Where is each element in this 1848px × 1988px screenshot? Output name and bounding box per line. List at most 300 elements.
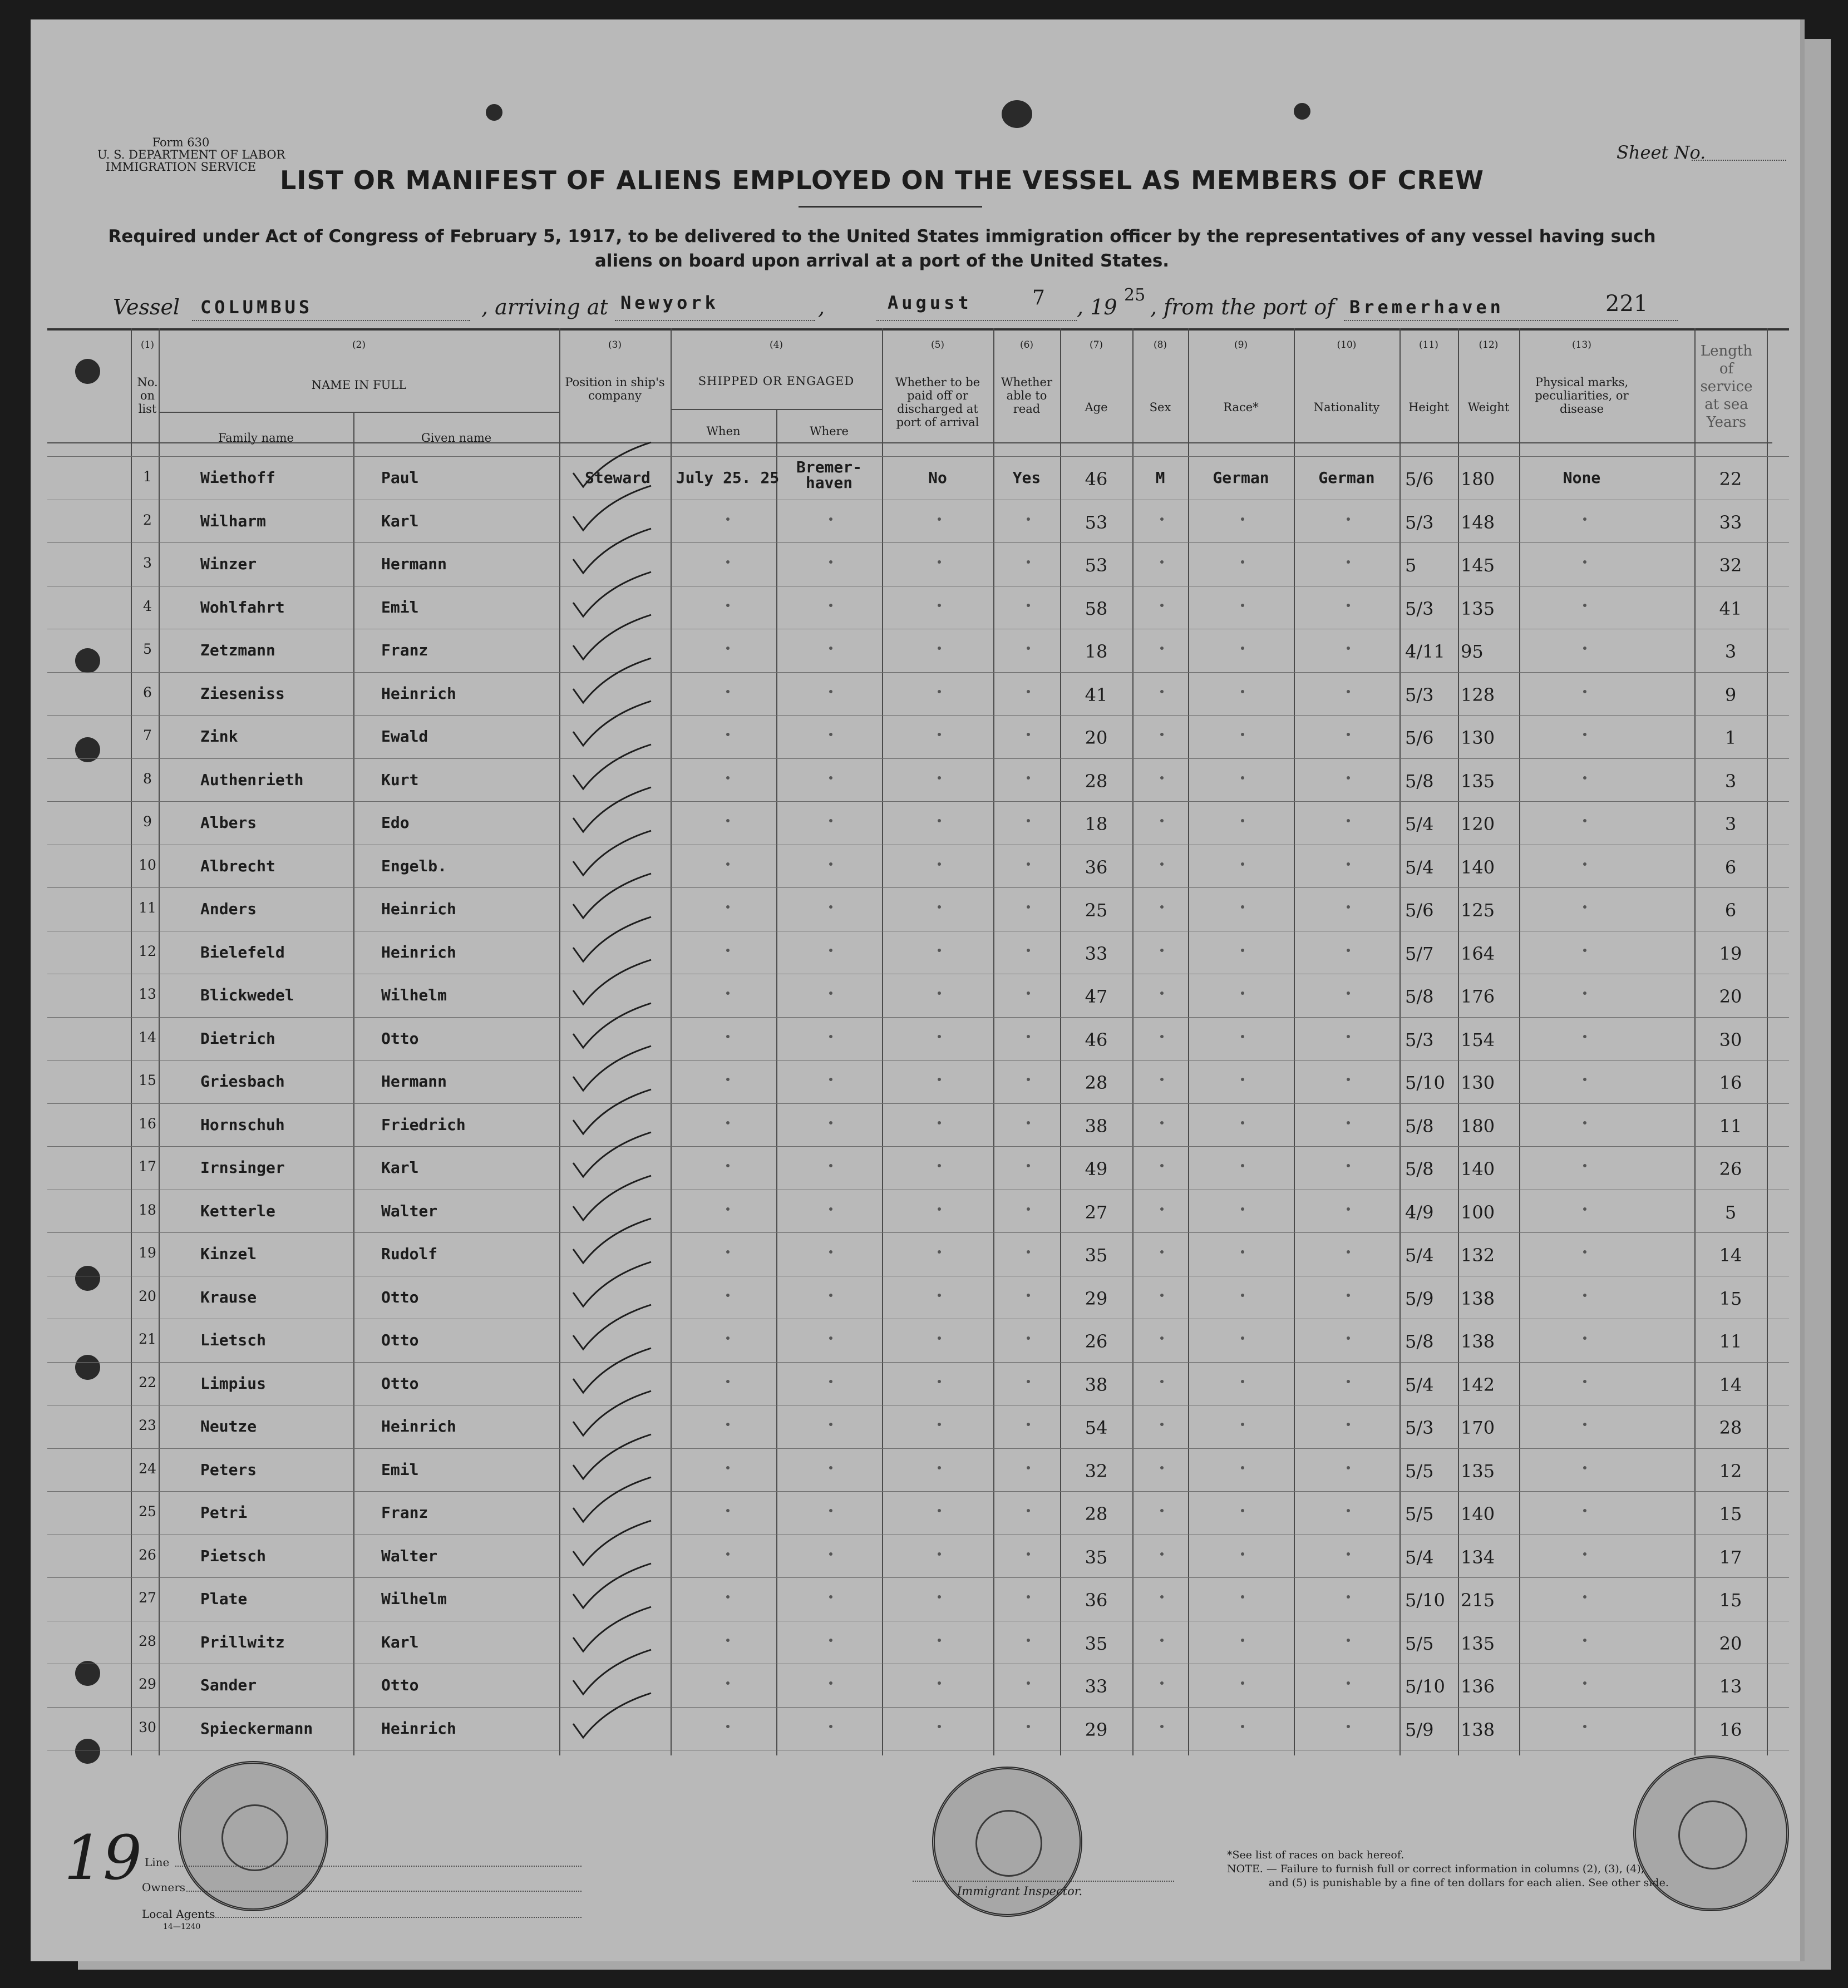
consulate-stamp xyxy=(178,1761,328,1911)
family-name: Zink xyxy=(200,727,238,746)
paid-off: No xyxy=(928,468,947,487)
ditto-mark xyxy=(1347,1035,1350,1038)
ditto-mark xyxy=(938,776,941,780)
ditto-mark xyxy=(938,1466,941,1469)
ditto-mark xyxy=(1583,1250,1586,1254)
given-name: Otto xyxy=(381,1288,419,1306)
col-header-position: Position in ship's company xyxy=(565,376,665,402)
row-number: 25 xyxy=(139,1503,156,1520)
ditto-mark xyxy=(1160,1509,1164,1512)
able-to-read: Yes xyxy=(1012,468,1041,487)
height: 5/3 xyxy=(1405,512,1434,533)
ditto-mark xyxy=(1241,733,1244,736)
height: 5/4 xyxy=(1405,813,1434,835)
ditto-mark xyxy=(1347,1552,1350,1556)
row-number: 2 xyxy=(143,512,152,528)
ditto-mark xyxy=(1027,1380,1030,1383)
family-name: Griesbach xyxy=(200,1072,285,1091)
age: 53 xyxy=(1085,512,1108,533)
weight: 138 xyxy=(1461,1719,1495,1740)
arriving-label: , arriving at xyxy=(481,295,608,319)
given-name: Otto xyxy=(381,1331,419,1349)
ditto-mark xyxy=(726,1595,730,1599)
ditto-mark xyxy=(1160,1595,1164,1599)
ditto-mark xyxy=(938,1639,941,1642)
col-5-number: (5) xyxy=(930,339,945,351)
ditto-mark xyxy=(1160,733,1164,736)
consulate-stamp xyxy=(1633,1755,1789,1911)
ditto-mark xyxy=(1241,1078,1244,1081)
ditto-mark xyxy=(1583,949,1586,952)
height: 5/8 xyxy=(1405,771,1434,792)
from-port-line xyxy=(1344,320,1678,321)
height: 5/3 xyxy=(1405,598,1434,619)
ditto-mark xyxy=(1027,991,1030,995)
row-number: 18 xyxy=(139,1202,156,1218)
ditto-mark xyxy=(1160,862,1164,866)
service-years: 41 xyxy=(1719,598,1742,619)
ditto-mark xyxy=(1583,560,1586,564)
col-2-number: (2) xyxy=(352,339,366,351)
table-row xyxy=(31,1232,1783,1276)
year-prefix: , 19 xyxy=(1077,295,1117,319)
height: 4/11 xyxy=(1405,641,1445,662)
age: 35 xyxy=(1085,1547,1108,1568)
table-row xyxy=(31,1577,1783,1621)
family-name: Prillwitz xyxy=(200,1633,285,1651)
ditto-mark xyxy=(726,690,730,693)
ditto-mark xyxy=(1241,1725,1244,1728)
row-number: 24 xyxy=(139,1461,156,1477)
service-years: 28 xyxy=(1719,1417,1742,1438)
ditto-mark xyxy=(829,560,832,564)
ditto-mark xyxy=(1160,1250,1164,1254)
ditto-mark xyxy=(829,776,832,780)
height: 5/5 xyxy=(1405,1461,1434,1482)
height: 5/9 xyxy=(1405,1288,1434,1309)
list-number: 221 xyxy=(1605,291,1648,317)
ditto-mark xyxy=(938,604,941,607)
ditto-mark xyxy=(726,1035,730,1038)
row-number: 19 xyxy=(139,1245,156,1261)
age: 25 xyxy=(1085,900,1108,921)
table-row xyxy=(31,1664,1783,1707)
service-years: 22 xyxy=(1719,468,1742,490)
age: 35 xyxy=(1085,1245,1108,1266)
ditto-mark xyxy=(1347,517,1350,521)
subtitle-line-1: Required under Act of Congress of February 5, 1917, to be delivered to the United States immigration officer by the representatives of any vessel having such xyxy=(108,226,1656,246)
ditto-mark xyxy=(726,604,730,607)
ditto-mark xyxy=(1347,1423,1350,1426)
col-9-number: (9) xyxy=(1234,339,1248,351)
ditto-mark xyxy=(938,647,941,650)
table-row xyxy=(31,1491,1783,1535)
height: 5/9 xyxy=(1405,1719,1434,1740)
col-12-number: (12) xyxy=(1479,339,1499,351)
ditto-mark xyxy=(1583,1639,1586,1642)
ditto-mark xyxy=(726,1294,730,1297)
col-header-name: NAME IN FULL xyxy=(311,378,407,392)
col-header-height: Height xyxy=(1408,401,1449,414)
ditto-mark xyxy=(829,1595,832,1599)
height: 5/3 xyxy=(1405,1029,1434,1050)
service-years: 1 xyxy=(1724,727,1737,748)
given-name: Walter xyxy=(381,1202,438,1220)
check-mark-icon xyxy=(568,698,679,748)
ditto-mark xyxy=(1160,1294,1164,1297)
ditto-mark xyxy=(1160,1078,1164,1081)
ditto-mark xyxy=(829,1078,832,1081)
family-name: Zieseniss xyxy=(200,684,285,703)
col-13-number: (13) xyxy=(1572,339,1591,351)
inspector-label: Immigrant Inspector. xyxy=(957,1885,1083,1898)
age: 26 xyxy=(1085,1331,1108,1352)
ditto-mark xyxy=(726,1336,730,1340)
row-number: 15 xyxy=(139,1072,156,1088)
check-mark-icon xyxy=(568,785,679,835)
table-top-rule xyxy=(47,328,1789,330)
age: 38 xyxy=(1085,1374,1108,1395)
col-6-number: (6) xyxy=(1019,339,1034,351)
age: 36 xyxy=(1085,1590,1108,1611)
physical-marks: None xyxy=(1563,468,1601,487)
ditto-mark xyxy=(1160,1336,1164,1340)
service-years: 32 xyxy=(1719,555,1742,576)
ditto-mark xyxy=(829,733,832,736)
ditto-mark xyxy=(1347,1336,1350,1340)
row-number: 29 xyxy=(139,1676,156,1692)
table-row xyxy=(31,456,1783,500)
col-header-paid-off: Whether to be paid off or discharged at port of arrival xyxy=(895,376,980,429)
ditto-mark xyxy=(1241,1164,1244,1167)
ditto-mark xyxy=(1583,1035,1586,1038)
ditto-mark xyxy=(1027,647,1030,650)
ditto-mark xyxy=(938,1294,941,1297)
arrival-month: August xyxy=(888,292,972,313)
height: 5/10 xyxy=(1405,1676,1445,1697)
given-name: Wilhelm xyxy=(381,1590,447,1608)
given-name: Edo xyxy=(381,813,410,832)
ditto-mark xyxy=(1027,862,1030,866)
given-name: Otto xyxy=(381,1029,419,1048)
ditto-mark xyxy=(1160,776,1164,780)
height: 5/4 xyxy=(1405,1547,1434,1568)
family-name: Hornschuh xyxy=(200,1116,285,1134)
given-name: Rudolf xyxy=(381,1245,438,1263)
arrival-day: 7 xyxy=(1032,287,1045,309)
col-header-service: Length of service at sea Years xyxy=(1700,343,1753,431)
from-label: , from the port of xyxy=(1150,295,1335,319)
ditto-mark xyxy=(726,1121,730,1124)
ditto-mark xyxy=(1027,1725,1030,1728)
height: 5/10 xyxy=(1405,1072,1445,1093)
family-name: Spieckermann xyxy=(200,1719,313,1738)
ditto-mark xyxy=(1027,1035,1030,1038)
ditto-mark xyxy=(829,517,832,521)
ditto-mark xyxy=(1027,1509,1030,1512)
service-years: 5 xyxy=(1724,1202,1737,1223)
weight: 130 xyxy=(1461,727,1495,748)
row-number: 8 xyxy=(143,771,152,787)
ditto-mark xyxy=(726,1509,730,1512)
weight: 130 xyxy=(1461,1072,1495,1093)
weight: 142 xyxy=(1461,1374,1495,1395)
ditto-mark xyxy=(938,1121,941,1124)
weight: 176 xyxy=(1461,986,1495,1007)
ditto-mark xyxy=(1027,819,1030,822)
col-header-nationality: Nationality xyxy=(1313,401,1380,414)
check-mark-icon xyxy=(568,1647,679,1697)
ditto-mark xyxy=(829,1725,832,1728)
ditto-mark xyxy=(938,1164,941,1167)
height: 5/8 xyxy=(1405,986,1434,1007)
ditto-mark xyxy=(1160,690,1164,693)
family-name: Dietrich xyxy=(200,1029,275,1048)
row-number: 10 xyxy=(139,857,156,873)
ditto-mark xyxy=(1160,647,1164,650)
age: 20 xyxy=(1085,727,1108,748)
ditto-mark xyxy=(1347,949,1350,952)
service-years: 16 xyxy=(1719,1072,1742,1093)
ditto-mark xyxy=(1347,1294,1350,1297)
nationality: German xyxy=(1318,468,1375,487)
table-row xyxy=(31,1017,1783,1060)
weight: 180 xyxy=(1461,468,1495,490)
ditto-mark xyxy=(1241,1681,1244,1685)
family-name: Sander xyxy=(200,1676,257,1694)
table-row xyxy=(31,586,1783,629)
weight: 140 xyxy=(1461,1158,1495,1180)
ditto-mark xyxy=(938,949,941,952)
row-number: 23 xyxy=(139,1417,156,1433)
check-mark-icon xyxy=(568,1474,679,1525)
weight: 95 xyxy=(1461,641,1484,662)
check-mark-icon xyxy=(568,1561,679,1611)
ditto-mark xyxy=(1160,1164,1164,1167)
service-years: 13 xyxy=(1719,1676,1742,1697)
table-row xyxy=(31,758,1783,802)
ditto-mark xyxy=(1347,560,1350,564)
ditto-mark xyxy=(1347,647,1350,650)
ditto-mark xyxy=(1027,1078,1030,1081)
age: 28 xyxy=(1085,1072,1108,1093)
row-number: 22 xyxy=(139,1374,156,1390)
age: 36 xyxy=(1085,857,1108,878)
family-name: Lietsch xyxy=(200,1331,267,1349)
punch-hole xyxy=(75,359,100,384)
ditto-mark xyxy=(1347,1725,1350,1728)
row-number: 5 xyxy=(143,641,152,657)
weight: 180 xyxy=(1461,1116,1495,1137)
row-number: 28 xyxy=(139,1633,156,1649)
col-header-race: Race* xyxy=(1223,401,1259,414)
given-name: Franz xyxy=(381,1503,428,1522)
row-number: 11 xyxy=(139,900,156,916)
col-header-read: Whether able to read xyxy=(1001,376,1052,416)
ditto-mark xyxy=(726,1164,730,1167)
service-years: 14 xyxy=(1719,1245,1742,1266)
ditto-mark xyxy=(1160,1466,1164,1469)
ditto-mark xyxy=(1583,1552,1586,1556)
given-name: Franz xyxy=(381,641,428,659)
shipped-where: Bremer- haven xyxy=(796,458,862,492)
ditto-mark xyxy=(1027,1294,1030,1297)
row-number: 3 xyxy=(143,555,152,571)
height: 5/8 xyxy=(1405,1331,1434,1352)
ditto-mark xyxy=(1583,1336,1586,1340)
ditto-mark xyxy=(1583,690,1586,693)
ditto-mark xyxy=(1583,1164,1586,1167)
form-number: Form 630 xyxy=(152,136,210,149)
check-mark-icon xyxy=(568,1043,679,1093)
local-agents-label: Local Agents xyxy=(142,1907,215,1921)
ditto-mark xyxy=(1347,1078,1350,1081)
age: 32 xyxy=(1085,1461,1108,1482)
ditto-mark xyxy=(938,1509,941,1512)
ditto-mark xyxy=(1160,1380,1164,1383)
ditto-mark xyxy=(1241,862,1244,866)
ditto-mark xyxy=(1160,819,1164,822)
service-years: 3 xyxy=(1724,813,1737,835)
service-name: IMMIGRATION SERVICE xyxy=(105,160,257,174)
ditto-mark xyxy=(1241,1552,1244,1556)
ditto-mark xyxy=(1027,1552,1030,1556)
height: 5/10 xyxy=(1405,1590,1445,1611)
given-name: Walter xyxy=(381,1547,438,1565)
service-years: 15 xyxy=(1719,1288,1742,1309)
table-row xyxy=(31,845,1783,888)
family-name: Anders xyxy=(200,900,257,918)
races-note: *See list of races on back hereof. xyxy=(1227,1849,1405,1861)
weight: 100 xyxy=(1461,1202,1495,1223)
age: 27 xyxy=(1085,1202,1108,1223)
family-name: Limpius xyxy=(200,1374,267,1393)
ditto-mark xyxy=(1027,690,1030,693)
age: 29 xyxy=(1085,1288,1108,1309)
ditto-mark xyxy=(1160,1121,1164,1124)
table-row xyxy=(31,1448,1783,1492)
ditto-mark xyxy=(1027,1121,1030,1124)
row-number: 26 xyxy=(139,1547,156,1563)
ditto-mark xyxy=(829,690,832,693)
ditto-mark xyxy=(938,560,941,564)
ditto-mark xyxy=(1241,776,1244,780)
col-1-number: (1) xyxy=(140,339,155,351)
ditto-mark xyxy=(829,1035,832,1038)
punch-hole xyxy=(486,104,502,121)
family-name: Authenrieth xyxy=(200,771,304,789)
consulate-stamp xyxy=(932,1767,1082,1917)
col-header-list-number: No. on list xyxy=(137,376,158,416)
given-name: Hermann xyxy=(381,1072,447,1091)
weight: 128 xyxy=(1461,684,1495,706)
ditto-mark xyxy=(938,690,941,693)
height: 5/6 xyxy=(1405,900,1434,921)
ditto-mark xyxy=(938,517,941,521)
ditto-mark xyxy=(1583,604,1586,607)
service-years: 30 xyxy=(1719,1029,1742,1050)
ditto-mark xyxy=(1583,776,1586,780)
ditto-mark xyxy=(1347,905,1350,909)
ditto-mark xyxy=(1241,1207,1244,1211)
weight: 164 xyxy=(1461,943,1495,964)
row-number: 13 xyxy=(139,986,156,1002)
ditto-mark xyxy=(1027,733,1030,736)
ditto-mark xyxy=(829,1164,832,1167)
ditto-mark xyxy=(726,1250,730,1254)
table-row xyxy=(31,1190,1783,1233)
family-name: Krause xyxy=(200,1288,257,1306)
check-mark-icon xyxy=(568,1302,679,1352)
ditto-mark xyxy=(1347,1639,1350,1642)
height: 5/4 xyxy=(1405,1374,1434,1395)
ditto-mark xyxy=(726,1639,730,1642)
ditto-mark xyxy=(1583,819,1586,822)
given-name: Otto xyxy=(381,1676,419,1694)
departure-port: Bremerhaven xyxy=(1349,297,1504,318)
col-7-number: (7) xyxy=(1089,339,1103,351)
shipped-when: July 25. 25 xyxy=(676,468,780,487)
family-name: Wohlfahrt xyxy=(200,598,285,616)
ditto-mark xyxy=(1160,560,1164,564)
table-row xyxy=(31,974,1783,1017)
col-header-marks: Physical marks, peculiarities, or disease xyxy=(1535,376,1629,416)
weight: 135 xyxy=(1461,771,1495,792)
family-name: Pietsch xyxy=(200,1547,267,1565)
family-name: Irnsinger xyxy=(200,1158,285,1177)
fine-note-line-2: and (5) is punishable by a fine of ten dollars for each alien. See other side. xyxy=(1269,1877,1669,1889)
page-subtitle xyxy=(31,224,1733,273)
check-mark-icon xyxy=(568,1129,679,1180)
ditto-mark xyxy=(1027,776,1030,780)
row-number: 6 xyxy=(143,684,152,701)
ditto-mark xyxy=(1241,1380,1244,1383)
punch-hole xyxy=(1294,103,1310,120)
given-name: Emil xyxy=(381,598,419,616)
ditto-mark xyxy=(938,1250,941,1254)
ditto-mark xyxy=(938,1380,941,1383)
title-ornament xyxy=(799,206,982,208)
table-row xyxy=(31,801,1783,845)
age: 46 xyxy=(1085,468,1108,490)
ditto-mark xyxy=(829,1380,832,1383)
ditto-mark xyxy=(1160,1681,1164,1685)
table-row xyxy=(31,1276,1783,1319)
age: 38 xyxy=(1085,1116,1108,1137)
ditto-mark xyxy=(1347,1509,1350,1512)
col-header-when: When xyxy=(706,425,741,438)
ditto-mark xyxy=(829,949,832,952)
ditto-mark xyxy=(1347,1466,1350,1469)
row-number: 21 xyxy=(139,1331,156,1347)
ditto-mark xyxy=(1583,733,1586,736)
service-years: 3 xyxy=(1724,771,1737,792)
given-name: Engelb. xyxy=(381,857,447,875)
row-number: 16 xyxy=(139,1116,156,1132)
given-name: Emil xyxy=(381,1461,419,1479)
check-mark-icon xyxy=(568,1388,679,1438)
ditto-mark xyxy=(1347,690,1350,693)
age: 28 xyxy=(1085,771,1108,792)
age: 35 xyxy=(1085,1633,1108,1654)
check-mark-icon xyxy=(568,871,679,921)
ditto-mark xyxy=(1583,1078,1586,1081)
col-4-number: (4) xyxy=(769,339,783,351)
row-number: 20 xyxy=(139,1288,156,1304)
service-years: 20 xyxy=(1719,986,1742,1007)
ditto-mark xyxy=(726,1380,730,1383)
page-number: 19 xyxy=(64,1822,142,1893)
